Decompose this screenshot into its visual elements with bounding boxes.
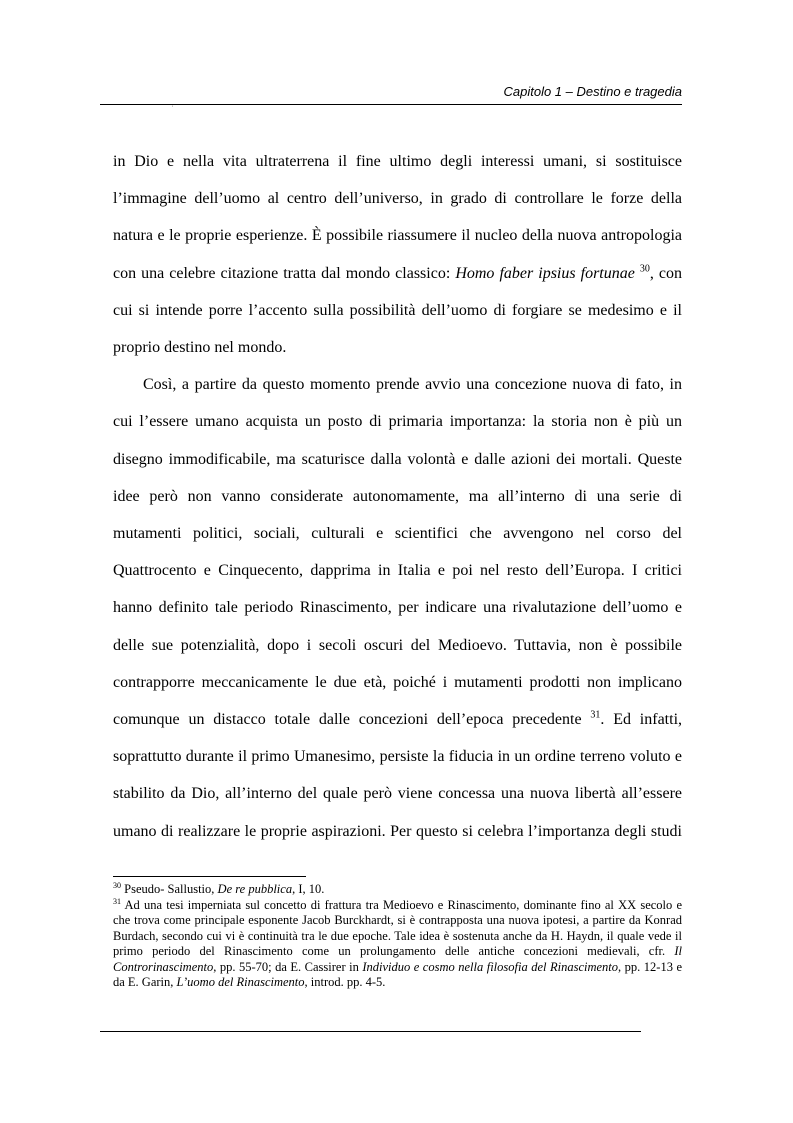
- main-text: [113, 143, 682, 850]
- scan-mark: ': [172, 106, 174, 112]
- footnote-30-text-b: , I, 10.: [292, 882, 325, 896]
- footnote-31-text-b: , pp. 55-70; da E. Cassirer in: [213, 959, 363, 974]
- footnote-31-text-d: , introd. pp. 4-5.: [304, 975, 386, 989]
- paragraph-1-text-b: , con cui si intende porre l’accento sulla possibilità dell’uomo di forgiare se medesimo e il proprio destino nel mondo.: [113, 264, 683, 357]
- footnote-30-title: De re pubblica: [217, 882, 293, 896]
- latin-quote: Homo faber ipsius fortunae: [455, 264, 635, 282]
- header-rule: [100, 104, 682, 105]
- footnote-31-title-1: Il Controrinascimento: [113, 944, 682, 974]
- footnote-31-text-a: Ad una tesi imperniata sul concetto di frattura tra Medioevo e Rinascimento, dominante fino al XX secolo e che trova come principale esponente Jacob Burckhardt, si è contrapposta una nuova ipotesi, a partire da Konrad Burdach, secondo cui vi è continuità tra le due epoche. Tale idea è sostenuta anche da H. Haydn, il quale vede il primo periodo del Rinascimento come un prolungamento delle antiche concezioni medievali, cfr.: [113, 897, 682, 958]
- footnote-30-text-a: Pseudo- Sallustio,: [121, 882, 218, 896]
- footnote-31-number: 31: [113, 896, 121, 906]
- running-header: Capitolo 1 – Destino e tragedia: [503, 84, 682, 99]
- footnote-30-number: 30: [113, 880, 121, 890]
- footnote-31: [113, 898, 682, 991]
- footnote-ref-31[interactable]: 31: [590, 709, 601, 721]
- footnote-31-text-c: , pp. 12-13 e da E. Garin,: [113, 959, 682, 989]
- footnote-separator: [113, 876, 306, 877]
- footnote-31-title-3: L’uomo del Rinascimento: [176, 975, 305, 989]
- paragraph-1-text-a: in Dio e nella vita ultraterrena il fine ultimo degli interessi umani, si sostituisce l’immagine dell’uomo al centro dell’universo, in grado di controllare le forze della natura e le proprie esperienze. È possibile riassumere il nucleo della nuova antropologia con una celebre citazione tratta dal mondo classico:: [113, 153, 682, 282]
- footnote-ref-30[interactable]: 30: [639, 263, 650, 275]
- paragraph-2: [113, 366, 682, 850]
- paragraph-2-text-b: . Ed infatti, soprattutto durante il primo Umanesimo, persiste la fiducia in un ordine terreno voluto e stabilito da Dio, all’interno del quale però viene concessa una nuova libertà all’essere umano di realizzare le proprie aspirazioni. Per questo si celebra l’importanza degli studi: [113, 711, 683, 840]
- paragraph-2-text-a: Così, a partire da questo momento prende avvio una concezione nuova di fato, in cui l’essere umano acquista un posto di primaria importanza: la storia non è più un disegno immodificabile, ma scaturisce dalla volontà e dalle azioni dei mortali. Queste idee però non vanno considerate autonomamente, ma all’interno di una serie di mutamenti politici, sociali, culturali e scientifici che avvengono nel corso del Quattrocento e Cinquecento, dapprima in Italia e poi nel resto dell’Europa. I critici hanno definito tale periodo Rinascimento, per indicare una rivalutazione dell’uomo e delle sue potenzialità, dopo i secoli oscuri del Medioevo. Tuttavia, non è possibile contrapporre meccanicamente le due età, poiché i mutamenti prodotti non implicano comunque un distacco totale dalle concezioni dell’epoca precedente: [113, 376, 682, 729]
- footer-rule: [100, 1031, 641, 1032]
- paragraph-1: [113, 143, 682, 366]
- footnote-30: [113, 882, 682, 898]
- footnotes: [113, 882, 682, 991]
- footnote-31-title-2: Individuo e cosmo nella filosofia del Rinascimento: [362, 959, 619, 974]
